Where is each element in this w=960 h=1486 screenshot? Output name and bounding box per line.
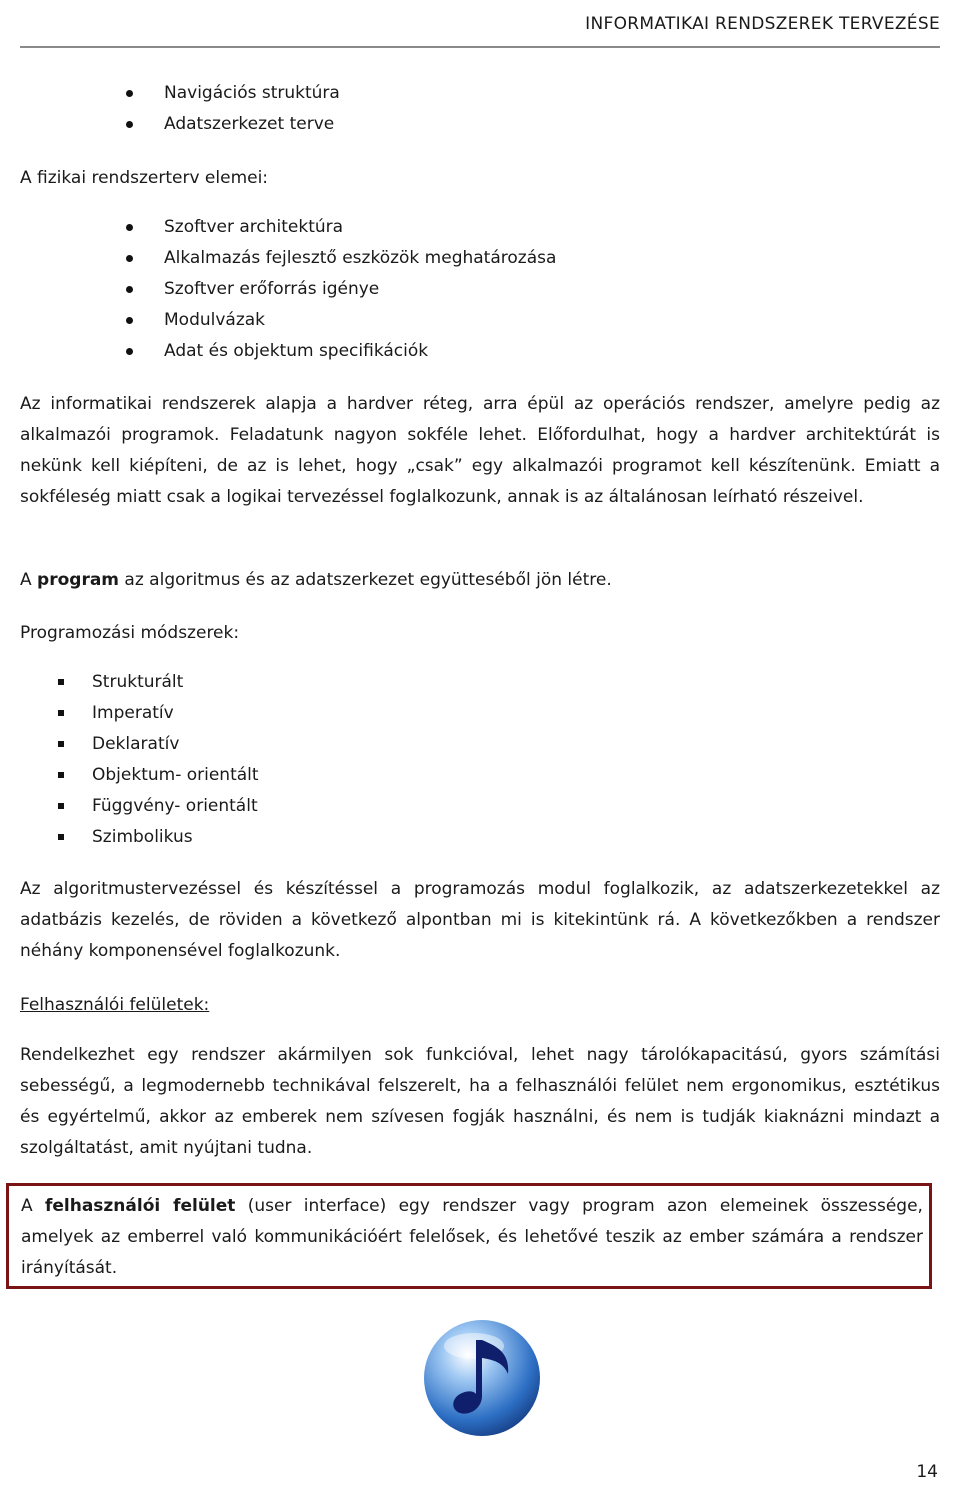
list-item: Navigációs struktúra [20, 78, 340, 109]
square-bullet-icon [58, 772, 64, 778]
modules-paragraph: Az algoritmustervezéssel és készítéssel a programozás modul foglalkozik, az adatszerkezetekkel az adatbázis kezelés, de röviden a következő alpontban mi is kitekintünk rá. A következőkben a rendszer néhány komponensével foglalkozunk. [20, 879, 940, 961]
logical-plan-list [20, 78, 340, 140]
list-item: Alkalmazás fejlesztő eszközök meghatározása [20, 243, 556, 274]
square-bullet-icon [58, 803, 64, 809]
list-item: Szoftver architektúra [20, 212, 556, 243]
programming-methods-list [20, 667, 259, 853]
music-note-icon [420, 1316, 544, 1440]
list-item: Függvény- orientált [20, 791, 259, 822]
bullet-icon [126, 224, 133, 231]
list-item: Objektum- orientált [20, 760, 259, 791]
list-item: Adat és objektum specifikációk [20, 336, 556, 367]
interfaces-paragraph: Rendelkezhet egy rendszer akármilyen sok funkcióval, lehet nagy tárolókapacitású, gyors számítási sebességű, a legmodernebb technikával felszerelt, ha a felhasználói felület nem ergonomikus, esztétikus és egyértelmű, akkor az emberek nem szívesen fogják használni, és nem is tudják kiaknázni mindazt a szolgáltatást, amit nyújtani tudna. [20, 1045, 940, 1158]
bullet-icon [126, 90, 133, 97]
section-heading: Felhasználói felületek: [20, 995, 210, 1015]
definition-box [6, 1183, 932, 1289]
square-bullet-icon [58, 834, 64, 840]
square-bullet-icon [58, 741, 64, 747]
bullet-icon [126, 286, 133, 293]
layers-paragraph: Az informatikai rendszerek alapja a hardver réteg, arra épül az operációs rendszer, amelyre pedig az alkalmazói programok. Feladatunk nagyon sokféle lehet. Előfordulhat, hogy a hardver architektúrát is nekünk kell kiépíteni, de az is lehet, hogy „csak” egy alkalmazói programot kell készítenünk. Emiatt a sokféleség miatt csak a logikai tervezéssel foglalkozunk, annak is az általánosan leírható részeivel. [20, 394, 940, 507]
definition-term: felhasználói felület [44, 1196, 236, 1216]
list-item: Strukturált [20, 667, 259, 698]
list-item: Szimbolikus [20, 822, 259, 853]
physical-plan-list [20, 212, 556, 367]
bullet-icon [126, 317, 133, 324]
program-term: program [37, 570, 120, 590]
square-bullet-icon [58, 710, 64, 716]
list-item: Deklaratív [20, 729, 259, 760]
program-paragraph: A program az algoritmus és az adatszerkezet együtteséből jön létre. [20, 570, 612, 590]
bullet-icon [126, 121, 133, 128]
list-item: Szoftver erőforrás igénye [20, 274, 556, 305]
bullet-icon [126, 348, 133, 355]
page-number: 14 [916, 1462, 938, 1482]
bullet-icon [126, 255, 133, 262]
running-header: INFORMATIKAI RENDSZEREK TERVEZÉSE [585, 14, 940, 34]
header-rule [20, 46, 940, 48]
list-item: Adatszerkezet terve [20, 109, 340, 140]
square-bullet-icon [58, 679, 64, 685]
list-item: Imperatív [20, 698, 259, 729]
physical-plan-intro: A fizikai rendszerterv elemei: [20, 168, 269, 188]
methods-intro: Programozási módszerek: [20, 623, 240, 643]
list-item: Modulvázak [20, 305, 556, 336]
definition-text: A felhasználói felület (user interface) egy rendszer vagy program azon elemeinek összessége, amelyek az emberrel való kommunikációért felelősek, és lehetővé teszik az ember számára a rendszer irányítását. [21, 1196, 923, 1278]
